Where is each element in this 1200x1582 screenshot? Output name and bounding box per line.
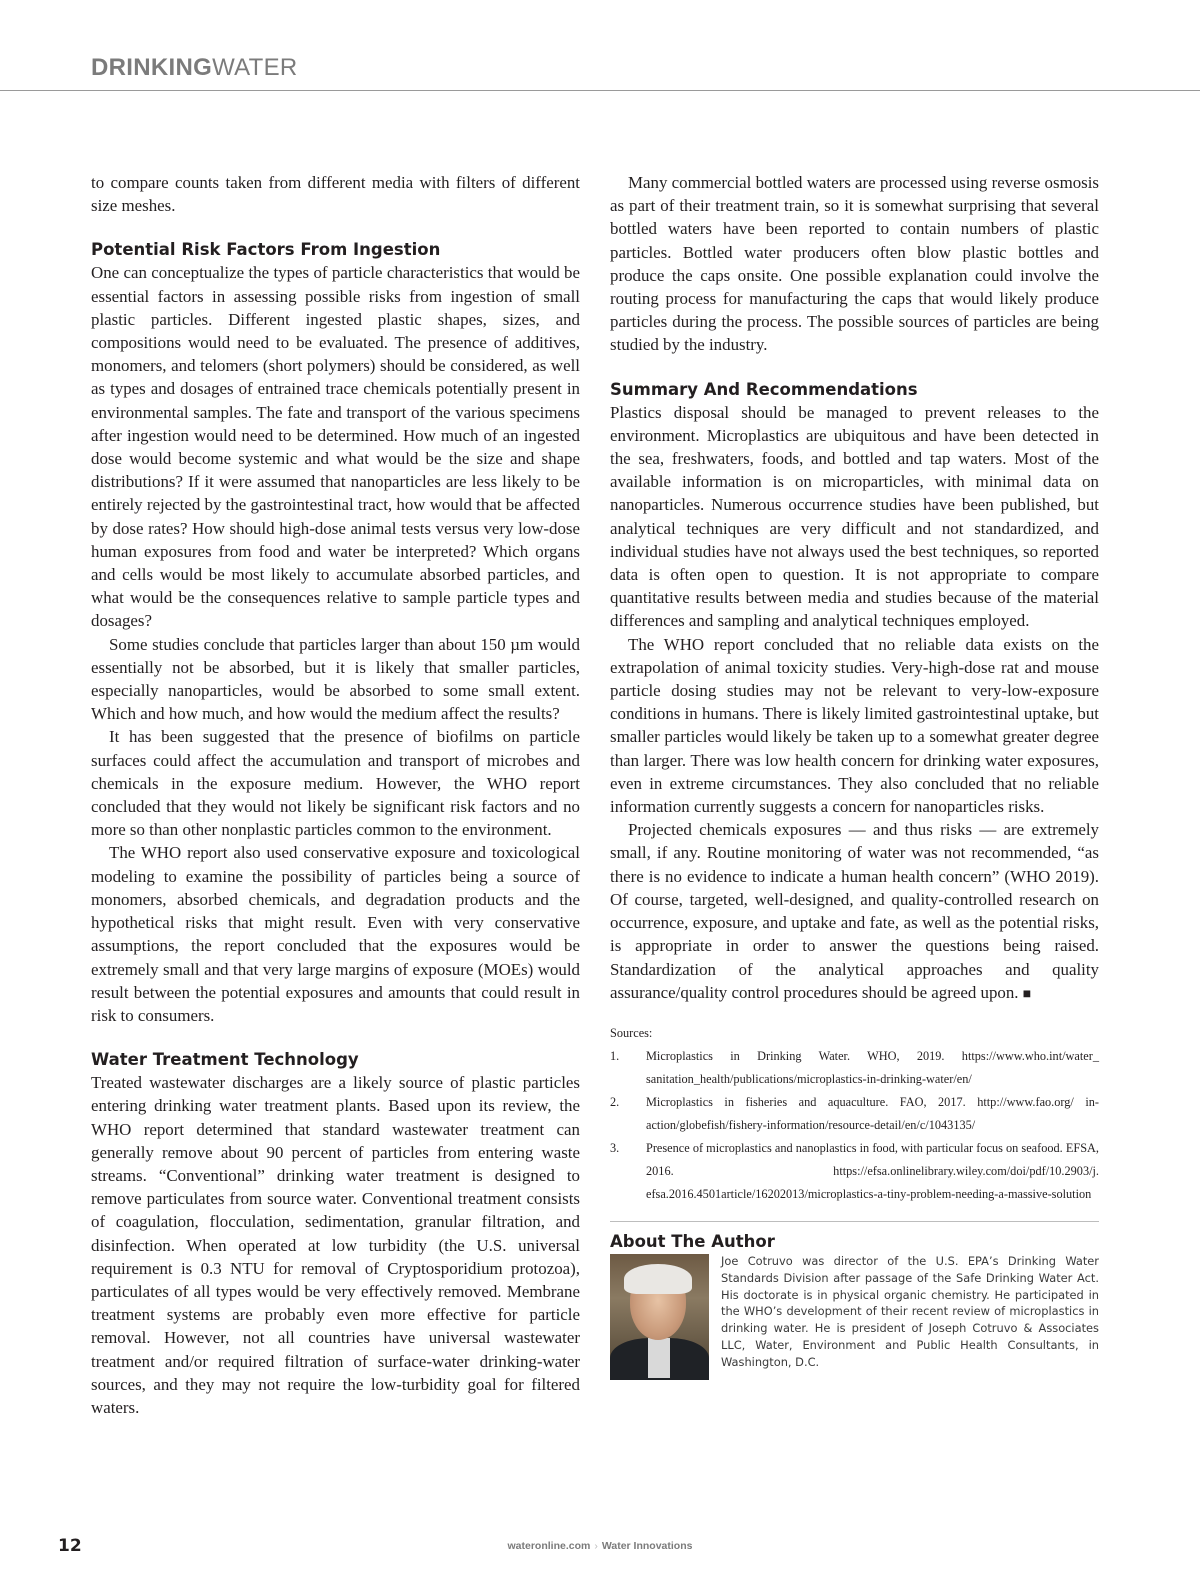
paragraph: Plastics disposal should be managed to prevent releases to the environment. Microplastics are ubiquitous and have been detected in the sea, freshwaters, foods, and bottled and tap waters. Most of the available information is on microparticles, with minimal data on nanoparticles. Numerous occurrence studies have been published, but analytical techniques are very difficult and not standardized, and individual studies have not always used the best techniques, so reported data is often open to question. It is not appropriate to compare quantitative results between media and studies because of the material differences and sampling and analytical techniques employed. [610, 402, 1099, 631]
header-bold: DRINKING [91, 54, 213, 81]
paragraph: Treated wastewater discharges are a likely source of plastic particles entering drinking water treatment plants. Based upon its review, the WHO report determined that standard wastewater treatment can generally remove about 90 percent of particles from entering waste streams. “Conventional” drinking water treatment is designed to remove particulates from source water. Conventional treatment consists of coagulation, flocculation, sedimentation, granular filtration, and disinfection. When operated at low turbidity (the U.S. universal requirement is 0.3 NTU for removal of Cryptosporidium protozoa), particulates of all types would be very effectively removed. Membrane treatment systems are probably even more effective for particle removal. However, not all countries have universal wastewater treatment and/or required filtration of surface-water drinking-water sources, and they may not require the low-turbidity goal for filtered waters. [91, 1073, 580, 1417]
section-heading: Potential Risk Factors From Ingestion [91, 240, 441, 260]
footer-section: Water Innovations [601, 1540, 693, 1552]
left-column [91, 171, 580, 1419]
section-heading: Water Treatment Technology [91, 1050, 359, 1070]
source-item [610, 1045, 1099, 1091]
paragraph [610, 818, 1099, 1006]
sources-list [610, 1022, 1099, 1206]
paragraph: It has been suggested that the presence of biofilms on particle surfaces could affect the accumulation and transport of microbes and chemicals in the exposure medium. However, the WHO report concluded that they would not likely be significant risk factors and no more so than other nonplastic particles common to the environment. [91, 727, 580, 840]
page-number: 12 [58, 1536, 82, 1556]
footer-credit [0, 1540, 1200, 1552]
right-column [610, 171, 1099, 1380]
paragraph: One can conceptualize the types of particle characteristics that would be essential factors in assessing possible risks from ingestion of small plastic particles. Different ingested plastic shapes, sizes, and compositions would need to be evaluated. The presence of additives, monomers, and telomers (short polymers) should be considered, as well as types and dosages of entrained trace chemicals potentially present in environmental samples. The fate and transport of the various specimens after ingestion would need to be determined. How much of an ingested dose would become systemic and what would be the size and shape distributions? If it were assumed that nanoparticles are less likely to be entirely rejected by the gastrointestinal tract, how would that be affected by dose rates? How should high-dose animal tests versus very low-dose human exposures from food and water be interpreted? Which organs and cells would be most likely to accumulate absorbed particles, and what would be the consequences relative to sample particle types and dosages? [91, 263, 580, 631]
paragraph: The WHO report concluded that no reliable data exists on the extrapolation of animal toxicity studies. Very-high-dose rat and mouse particle dosing studies may not be relevant to very-low-exposure conditions in humans. There is likely limited gastrointestinal uptake, but smaller particles would likely be taken up to a somewhat greater degree than larger. There was low health concern for drinking water exposures, even in extreme circumstances. They also concluded that no reliable information currently suggests a concern for nanoparticles risks. [610, 634, 1099, 817]
source-number: 1. [610, 1048, 620, 1063]
source-item [610, 1091, 1099, 1137]
end-mark-icon: ■ [1022, 986, 1032, 1002]
source-number: 3. [610, 1140, 620, 1155]
divider [610, 1221, 1099, 1222]
paragraph: The WHO report also used conservative exposure and toxicological modeling to examine the possibility of particles being a source of monomers, absorbed chemicals, and degradation products and the hypothetical risks that might result. Even with very conservative assumptions, the report concluded that the exposures would be extremely small and that very large margins of exposure (MOEs) would result between the potential exposures and amounts that could result in risk to consumers. [91, 843, 580, 1025]
section-heading: Summary And Recommendations [610, 379, 918, 399]
header-rule [0, 90, 1200, 91]
section-header [91, 54, 298, 82]
header-light: WATER [212, 54, 298, 81]
source-text: Presence of microplastics and nanoplastics in food, with particular focus on seafood. EFSA, 2016. https://efsa.onlinelibrary.wiley.com/doi/pdf/10.2903/j. efsa.2016.4501article/16202013/microplastics-a-tiny-problem-needing-a-massive-solution [646, 1140, 1099, 1201]
sources-label: Sources: [610, 1025, 653, 1040]
author-photo [610, 1254, 709, 1380]
source-item [610, 1137, 1099, 1206]
source-text: Microplastics in fisheries and aquaculture. FAO, 2017. http://www.fao.org/ in-action/globefish/fishery-information/resource-detail/en/c/1043135/ [646, 1094, 1099, 1132]
paragraph: Many commercial bottled waters are processed using reverse osmosis as part of their treatment train, so it is somewhat surprising that several bottled waters have been reported to contain numbers of plastic particles. Bottled water producers often blow plastic bottles and produce the caps onsite. One possible explanation could involve the routing process for manufacturing the caps that would likely produce particles during the process. The possible sources of particles are being studied by the industry. [610, 173, 1099, 355]
about-author-title: About The Author [610, 1231, 775, 1251]
paragraph-text: Projected chemicals exposures — and thus risks — are extremely small, if any. Routine monitoring of water was not recommended, “as there is no evidence to indicate a human health concern” (WHO 2019). Of course, targeted, well-designed, and quality-controlled research on occurrence, exposure, and uptake and fate, as well as the potential risks, is appropriate in order to answer the questions being raised. Standardization of the analytical approaches and quality assurance/quality control procedures should be agreed upon. [610, 820, 1099, 1002]
about-author [610, 1254, 1099, 1380]
author-bio: Joe Cotruvo was director of the U.S. EPA’s Drinking Water Standards Division after passage of the Safe Drinking Water Act. His doctorate is in physical organic chemistry. He participated in the WHO’s development of their recent review of microplastics in drinking water. He is president of Joseph Cotruvo & Associates LLC, Water, Environment and Public Health Consultants, in Washington, D.C. [721, 1253, 1099, 1369]
source-number: 2. [610, 1094, 620, 1109]
paragraph: to compare counts taken from different media with filters of different size meshes. [91, 173, 580, 216]
footer-site: wateronline.com [507, 1540, 591, 1552]
chevron-right-icon: › [594, 1540, 598, 1552]
paragraph: Some studies conclude that particles larger than about 150 µm would essentially not be absorbed, but it is likely that smaller particles, especially nanoparticles, would be absorbed to some small extent. Which and how much, and how would the medium affect the results? [91, 634, 580, 724]
source-text: Microplastics in Drinking Water. WHO, 2019. https://www.who.int/water_ sanitation_health/publications/microplastics-in-drinking-water/en/ [646, 1048, 1099, 1086]
